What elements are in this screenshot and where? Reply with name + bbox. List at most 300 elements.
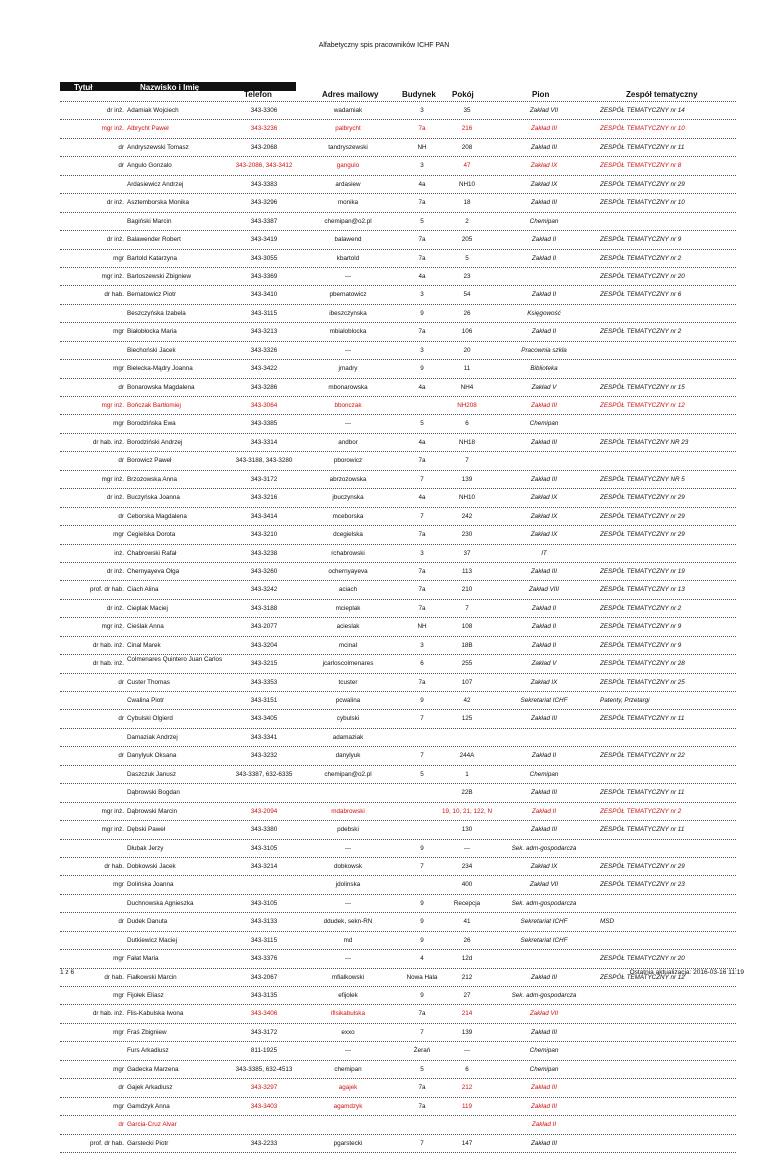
title-cell: dr — [118, 918, 124, 926]
email-cell: danylyuk — [335, 752, 361, 760]
phone-cell: 343-3403 — [250, 1102, 278, 1110]
phone-cell: 343-3135 — [250, 992, 278, 999]
name-cell: Dobkowski Jacek — [127, 862, 176, 870]
team-cell: ZESPÓŁ TEMATYCZNY nr 29 — [600, 180, 685, 188]
building-cell: 7a — [418, 199, 426, 207]
table-row — [60, 379, 736, 397]
division-cell: Zakład II — [531, 291, 557, 299]
division-cell: Zakład II — [531, 254, 557, 262]
name-cell: Duchnowska Agnieszka — [127, 899, 194, 907]
room-cell: 41 — [463, 918, 471, 926]
name-cell: Cinal Marek — [127, 641, 161, 649]
building-cell: 7a — [418, 567, 426, 575]
name-cell: Fijołek Eliasz — [127, 992, 164, 999]
building-cell: 4a — [418, 383, 426, 391]
phone-cell: 343-3376 — [250, 955, 278, 963]
room-cell: 255 — [461, 660, 473, 668]
room-cell: 125 — [461, 715, 473, 723]
team-cell: ZESPÓŁ TEMATYCZNY nr 6 — [600, 291, 682, 299]
phone-cell: 343-3214 — [250, 862, 278, 870]
room-cell: NH208 — [457, 402, 477, 409]
phone-cell: 343-3326 — [250, 346, 278, 354]
title-cell: dr hab. inż. — [92, 660, 124, 668]
phone-cell: 343-2067 — [250, 973, 278, 981]
name-cell: Cieślak Anna — [127, 623, 164, 631]
table-row — [60, 1079, 736, 1097]
title-cell: mgr — [113, 254, 124, 262]
phone-cell: 343-3260 — [250, 567, 278, 575]
email-cell: kbartold — [336, 254, 360, 262]
title-cell: mgr inż. — [101, 272, 124, 280]
division-cell: Zakład IX — [530, 162, 558, 170]
room-cell: 139 — [461, 475, 473, 483]
email-cell: mcieplak — [335, 604, 361, 612]
email-cell: ochernyayeva — [328, 567, 368, 575]
division-cell: Biblioteka — [530, 365, 558, 373]
name-cell: Chernyayeva Olga — [127, 567, 180, 575]
room-cell: 147 — [461, 1139, 473, 1147]
title-cell: mgr — [113, 420, 124, 428]
room-cell: 212 — [461, 973, 473, 981]
email-cell: jmadry — [338, 365, 358, 373]
phone-cell: 343-3238 — [250, 549, 278, 557]
title-cell: mgr — [113, 881, 124, 889]
title-cell: mgr inż. — [101, 623, 124, 631]
table-row — [60, 268, 736, 286]
division-cell: Zakład II — [531, 1121, 557, 1129]
table-row — [60, 102, 736, 120]
division-cell: Zakład II — [531, 641, 557, 649]
phone-cell: 343-2233 — [250, 1139, 278, 1147]
table-row — [60, 508, 736, 526]
room-cell: 139 — [461, 1028, 473, 1036]
division-cell: Zakład V — [531, 383, 557, 391]
title-cell: dr — [118, 678, 124, 686]
division-cell: Zakład III — [531, 143, 557, 151]
division-cell: Zakład III — [531, 1139, 557, 1147]
room-cell: 106 — [461, 328, 473, 336]
name-cell: Borodziński Andrzej — [127, 438, 183, 446]
building-cell: 7 — [420, 1028, 424, 1036]
name-cell: Garcia-Cruz Alvar — [127, 1121, 177, 1129]
name-cell: Albrycht Paweł — [127, 125, 169, 133]
title-cell: dr hab. — [104, 291, 124, 299]
room-cell: 400 — [461, 881, 473, 889]
team-cell: ZESPÓŁ TEMATYCZNY nr 19 — [600, 567, 685, 575]
table-row — [60, 618, 736, 636]
room-cell: 244A — [459, 752, 475, 760]
email-cell: mbialoblocka — [329, 328, 367, 336]
email-cell: aciach — [338, 586, 358, 594]
name-cell: Bartoszewski Zbigniew — [127, 272, 192, 280]
building-cell: 9 — [420, 365, 424, 373]
team-cell: ZESPÓŁ TEMATYCZNY nr 11 — [600, 826, 685, 834]
email-cell: --- — [344, 844, 352, 852]
title-cell: mgr — [113, 328, 124, 336]
email-cell: adamaziak — [332, 733, 364, 741]
team-cell: ZESPÓŁ TEMATYCZNY nr 15 — [600, 383, 685, 391]
table-row — [60, 803, 736, 821]
header-team: Zespół tematyczny — [626, 90, 698, 99]
table-row — [60, 305, 736, 323]
room-cell: NH4 — [460, 383, 474, 391]
table-row — [60, 637, 736, 655]
team-cell: ZESPÓŁ TEMATYCZNY nr 8 — [600, 162, 682, 170]
room-cell: 18B — [461, 641, 473, 649]
email-cell: tcuster — [338, 678, 358, 686]
name-cell: Bończak Bartłomiej — [127, 402, 181, 409]
name-cell: Cegielska Dorota — [127, 531, 176, 539]
team-cell: ZESPÓŁ TEMATYCZNY nr 20 — [600, 272, 685, 280]
title-cell: dr inż. — [106, 604, 124, 612]
table-row — [60, 766, 736, 784]
team-cell: ZESPÓŁ TEMATYCZNY NR 23 — [600, 438, 689, 446]
table-row — [60, 545, 736, 563]
title-cell: mgr inż. — [101, 125, 124, 133]
phone-cell: 343-3064 — [250, 402, 278, 409]
name-cell: Cwalina Piotr — [127, 697, 165, 704]
phone-cell: 343-3314 — [250, 438, 278, 446]
email-cell: pcwalina — [335, 697, 361, 704]
phone-cell: 343-3414 — [250, 512, 278, 520]
building-cell: 5 — [420, 770, 424, 778]
phone-cell: 343-3188, 343-3280 — [235, 457, 293, 465]
room-cell: 1 — [465, 770, 469, 778]
division-cell: Zakład III — [531, 438, 557, 446]
building-cell: 4a — [418, 494, 426, 502]
email-cell: wadamiak — [333, 107, 363, 114]
division-cell: Zakład II — [531, 623, 557, 631]
name-cell: Custer Thomas — [127, 678, 170, 686]
table-body — [60, 102, 736, 1153]
division-cell: Chemipan — [529, 770, 559, 778]
email-cell: pdebski — [337, 826, 359, 834]
email-cell: pbernatowicz — [329, 291, 367, 299]
phone-cell: 343-3133 — [250, 918, 278, 926]
table-row — [60, 231, 736, 249]
email-cell: pborowicz — [333, 457, 363, 465]
table-row — [60, 674, 736, 692]
room-cell: 2 — [465, 217, 469, 225]
table-row — [60, 176, 736, 194]
building-cell: NH — [417, 623, 427, 631]
phone-cell: 343-3353 — [250, 678, 278, 686]
building-cell: 5 — [420, 420, 424, 428]
phone-cell: 343-3216 — [250, 494, 278, 502]
table-row — [60, 360, 736, 378]
room-cell: 107 — [461, 678, 473, 686]
room-cell: NH10 — [458, 180, 476, 188]
room-cell: 19, 10, 21, 122, N — [442, 807, 493, 815]
email-cell: --- — [344, 1047, 352, 1055]
title-cell: mgr inż. — [101, 807, 124, 815]
room-cell: 5 — [465, 254, 469, 262]
phone-cell: 343-3172 — [250, 1028, 278, 1036]
room-cell: 130 — [461, 826, 473, 834]
email-cell: gangulo — [336, 162, 360, 170]
name-cell: Chabrowski Rafał — [127, 549, 177, 557]
phone-cell: 811-1925 — [250, 1047, 278, 1055]
table-row — [60, 932, 736, 950]
email-cell: --- — [344, 346, 352, 354]
division-cell: Zakład IX — [530, 180, 558, 188]
title-cell: dr hab. inż. — [92, 438, 124, 446]
team-cell: ZESPÓŁ TEMATYCZNY nr 2 — [600, 254, 682, 262]
division-cell: Zakład III — [531, 199, 557, 207]
division-cell: Zakład IX — [530, 512, 558, 520]
name-cell: Daszczuk Janusz — [127, 770, 176, 778]
header-email: Adres mailowy — [322, 90, 379, 99]
room-cell: 20 — [463, 346, 471, 354]
email-cell: jbuczynska — [332, 494, 364, 502]
email-cell: --- — [344, 272, 352, 280]
phone-cell: 343-3405 — [250, 715, 278, 723]
table-row — [60, 397, 736, 415]
building-cell: 7a — [418, 586, 426, 594]
room-cell: 6 — [465, 420, 469, 428]
room-cell: 35 — [463, 107, 471, 114]
email-cell: pgarstecki — [333, 1139, 363, 1147]
name-cell: Beszczyńska Izabela — [127, 309, 186, 317]
name-cell: Bagiński Marcin — [127, 217, 172, 225]
name-cell: Angulo Gonzalo — [127, 162, 172, 170]
name-cell: Gamdzyk Anna — [127, 1102, 170, 1110]
email-cell: mfialkowski — [331, 973, 365, 981]
title-cell: dr hab. — [104, 862, 124, 870]
team-cell: ZESPÓŁ TEMATYCZNY nr 29 — [600, 531, 685, 539]
division-cell: Zakład III — [531, 402, 557, 409]
email-cell: monika — [337, 199, 359, 207]
division-cell: Zakład II — [531, 604, 557, 612]
room-cell: 27 — [463, 992, 471, 999]
email-cell: bbonczak — [334, 402, 362, 409]
phone-cell: 343-3406 — [250, 1010, 278, 1018]
table-row — [60, 342, 736, 360]
table-row — [60, 784, 736, 802]
title-cell: dr — [118, 512, 124, 520]
building-cell: 9 — [420, 992, 424, 999]
table-row — [60, 489, 736, 507]
building-cell: 5 — [420, 217, 424, 225]
room-cell: 42 — [463, 697, 471, 704]
room-cell: 234 — [461, 862, 473, 870]
table-row — [60, 729, 736, 747]
title-cell: dr — [118, 457, 124, 465]
building-cell: 4a — [418, 272, 426, 280]
table-row — [60, 821, 736, 839]
team-cell: ZESPÓŁ TEMATYCZNY nr 22 — [600, 752, 685, 760]
title-cell: dr inż. — [106, 199, 124, 207]
table-row — [60, 1135, 736, 1153]
table-row — [60, 1116, 736, 1134]
table-row — [60, 434, 736, 452]
phone-cell: 343-3306 — [250, 107, 278, 114]
room-cell: 47 — [463, 162, 471, 170]
table-row — [60, 323, 736, 341]
email-cell: dobkowsk — [333, 862, 362, 870]
title-cell: mgr — [113, 992, 124, 999]
name-cell: Brzozowska Anna — [127, 475, 178, 483]
building-cell: 7a — [418, 531, 426, 539]
division-cell: Zakład III — [531, 826, 557, 834]
division-cell: Zakład III — [531, 789, 557, 797]
division-cell: Chemipan — [529, 420, 559, 428]
building-cell: 7a — [418, 254, 426, 262]
table-row — [60, 120, 736, 138]
division-cell: Zakład II — [531, 328, 557, 336]
building-cell: 4 — [420, 955, 424, 963]
title-cell: dr hab. inż. — [92, 1010, 124, 1018]
building-cell: 3 — [420, 641, 424, 649]
email-cell: mdabrowski — [331, 807, 365, 815]
division-cell: Zakład VII — [529, 107, 559, 114]
name-cell: Dębski Paweł — [127, 826, 166, 834]
room-cell: 7 — [465, 604, 469, 612]
name-cell: Fraś Zbigniew — [127, 1028, 167, 1036]
title-cell: dr inż. — [106, 567, 124, 575]
table-row — [60, 987, 736, 1005]
title-cell: dr inż. — [106, 494, 124, 502]
table-row — [60, 157, 736, 175]
room-cell: 212 — [461, 1084, 473, 1092]
phone-cell: 343-3105 — [250, 844, 278, 852]
division-cell: Chemipan — [529, 1047, 559, 1055]
division-cell: Chemipan — [529, 1065, 559, 1073]
team-cell: ZESPÓŁ TEMATYCZNY nr 23 — [600, 881, 685, 889]
building-cell: 6 — [420, 660, 424, 668]
name-cell: Gajek Arkadiusz — [127, 1084, 173, 1092]
phone-cell: 343-3115 — [250, 936, 278, 944]
room-cell: 214 — [461, 1010, 473, 1018]
title-cell: dr hab. — [104, 973, 124, 981]
building-cell: 7a — [418, 457, 426, 465]
phone-cell: 343-3188 — [250, 604, 278, 612]
building-cell: 4a — [418, 180, 426, 188]
phone-cell: 343-2068 — [250, 143, 278, 151]
page-counter: 1 z 6 — [60, 969, 75, 976]
building-cell: 9 — [420, 844, 424, 852]
name-cell: Bielecka-Mądry Joanna — [127, 365, 193, 373]
email-cell: agajek — [338, 1084, 358, 1092]
building-cell: 4a — [418, 438, 426, 446]
email-cell: dcegielska — [333, 531, 363, 539]
team-cell: ZESPÓŁ TEMATYCZNY NR 5 — [600, 475, 685, 483]
title-cell: dr hab. inż. — [92, 641, 124, 649]
room-cell: 18 — [463, 199, 471, 207]
table-row — [60, 747, 736, 765]
phone-cell: 343-3341 — [250, 733, 278, 741]
building-cell: 7a — [418, 1102, 426, 1110]
title-cell: dr inż. — [106, 236, 124, 244]
team-cell: ZESPÓŁ TEMATYCZNY nr 11 — [600, 715, 685, 723]
division-cell: Sekretariat ICHF — [520, 936, 568, 944]
staff-table — [60, 82, 736, 1153]
room-cell: 23 — [463, 272, 471, 280]
room-cell: Recepcja — [453, 899, 481, 907]
name-cell: Andryszewski Tomasz — [127, 143, 189, 151]
title-cell: dr — [118, 752, 124, 760]
table-row — [60, 710, 736, 728]
division-cell: Zakład III — [531, 715, 557, 723]
title-cell: mgr — [113, 365, 124, 373]
name-cell: Dąbrowski Marcin — [127, 807, 178, 815]
phone-cell: 343-3204 — [250, 641, 278, 649]
email-cell: jdolinska — [335, 881, 361, 889]
building-cell: 7 — [420, 512, 424, 520]
room-cell: 12d — [461, 955, 473, 963]
building-cell: 7a — [418, 604, 426, 612]
name-cell: Adamiak Wojciech — [127, 107, 179, 114]
title-cell: prof. dr hab. — [90, 586, 124, 594]
title-cell: dr — [118, 1121, 124, 1129]
room-cell: 242 — [461, 512, 473, 520]
building-cell: 9 — [420, 309, 424, 317]
phone-cell: 343-3385 — [250, 420, 278, 428]
email-cell: palbrycht — [335, 125, 361, 133]
table-row — [60, 213, 736, 231]
title-cell: mgr inż. — [101, 826, 124, 834]
team-cell: ZESPÓŁ TEMATYCZNY nr 29 — [600, 862, 685, 870]
phone-cell: 343-3387 — [250, 217, 278, 225]
division-cell: Zakład III — [531, 567, 557, 575]
name-cell: Borowicz Paweł — [127, 457, 172, 465]
name-cell: Fiałkowski Marcin — [127, 973, 177, 981]
division-cell: Chemipan — [529, 217, 559, 225]
room-cell: --- — [463, 844, 471, 852]
email-cell: ibeszczynska — [329, 309, 367, 317]
email-cell: cybulski — [336, 715, 360, 723]
name-cell: Cybulski Olgierd — [127, 715, 173, 723]
division-cell: Zakład II — [531, 752, 557, 760]
table-row — [60, 858, 736, 876]
email-cell: ardasiew — [335, 180, 361, 188]
name-cell: Damaziak Andrzej — [127, 733, 178, 741]
division-cell: Zakład III — [531, 1084, 557, 1092]
title-cell: mgr — [113, 1102, 124, 1110]
name-cell: Biechoński Jacek — [127, 346, 176, 354]
room-cell: 119 — [461, 1102, 473, 1110]
name-cell: Fałat Maria — [127, 955, 159, 963]
title-cell: mgr — [113, 531, 124, 539]
phone-cell: 343-3105 — [250, 899, 278, 907]
title-cell: prof. dr hab. — [90, 1139, 124, 1147]
email-cell: --- — [344, 899, 352, 907]
last-updated: Ostatnia aktualizacja: 2016-03-16 11:19 — [629, 969, 744, 976]
division-cell: Zakład III — [531, 1028, 557, 1036]
building-cell: 7 — [420, 1139, 424, 1147]
division-cell: Sekretariat ICHF — [520, 697, 568, 704]
building-cell: 3 — [420, 162, 424, 170]
table-row — [60, 139, 736, 157]
table-row — [60, 250, 736, 268]
email-cell: mbonarowska — [328, 383, 368, 391]
building-cell: NH — [417, 143, 427, 151]
building-cell: 7a — [418, 1010, 426, 1018]
phone-cell: 343-3419 — [250, 236, 278, 244]
name-cell: Dąbrowski Bogdan — [127, 789, 180, 797]
name-cell: Garstecki Piotr — [127, 1139, 169, 1147]
name-cell: Balawender Robert — [127, 236, 181, 244]
room-cell: 108 — [461, 623, 473, 631]
building-cell: 9 — [420, 918, 424, 926]
division-cell: Pracownia szkła — [521, 346, 567, 354]
room-cell: 11 — [463, 365, 471, 373]
division-cell: Zakład III — [531, 125, 557, 133]
team-cell: ZESPÓŁ TEMATYCZNY nr 10 — [600, 199, 685, 207]
email-cell: jcarloscolmenares — [322, 660, 374, 668]
division-cell: Sekretariat ICHF — [520, 918, 568, 926]
table-row — [60, 600, 736, 618]
